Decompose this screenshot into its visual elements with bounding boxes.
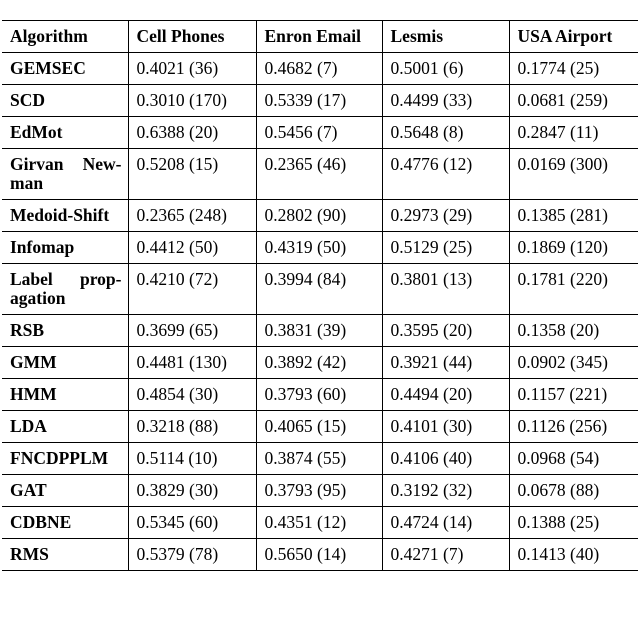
table-cell: 0.0968 (54) xyxy=(509,443,638,475)
table-cell: 0.5379 (78) xyxy=(128,539,256,571)
table-cell: 0.4481 (130) xyxy=(128,347,256,379)
table-cell: 0.5001 (6) xyxy=(382,53,509,85)
table-row xyxy=(2,539,638,571)
results-table xyxy=(2,20,638,571)
table-cell: 0.1781 (220) xyxy=(509,264,638,315)
table-cell: 0.4210 (72) xyxy=(128,264,256,315)
table-cell: 0.4682 (7) xyxy=(256,53,382,85)
algorithm-name: RMS xyxy=(10,544,49,564)
table-cell: 0.0169 (300) xyxy=(509,149,638,200)
table-cell: 0.5345 (60) xyxy=(128,507,256,539)
header-usa-airport: USA Airport xyxy=(509,21,638,53)
table-row xyxy=(2,264,638,315)
table-row xyxy=(2,411,638,443)
table-cell: 0.5114 (10) xyxy=(128,443,256,475)
table-cell: 0.4724 (14) xyxy=(382,507,509,539)
table-cell: 0.1388 (25) xyxy=(509,507,638,539)
table-row xyxy=(2,53,638,85)
table-cell: 0.4101 (30) xyxy=(382,411,509,443)
algorithm-name: CDBNE xyxy=(10,512,72,532)
table-cell: 0.4351 (12) xyxy=(256,507,382,539)
table-cell: 0.4319 (50) xyxy=(256,232,382,264)
table-cell: 0.0902 (345) xyxy=(509,347,638,379)
table-row xyxy=(2,347,638,379)
algorithm-name: EdMot xyxy=(10,122,63,142)
table-row xyxy=(2,443,638,475)
table-cell: 0.3829 (30) xyxy=(128,475,256,507)
table-row xyxy=(2,232,638,264)
algorithm-name: Girvan New-man xyxy=(10,154,122,193)
table-cell: 0.5208 (15) xyxy=(128,149,256,200)
header-lesmis: Lesmis xyxy=(382,21,509,53)
algorithm-name: HMM xyxy=(10,384,57,404)
table-cell: 0.0678 (88) xyxy=(509,475,638,507)
table-cell: 0.5648 (8) xyxy=(382,117,509,149)
table-row xyxy=(2,149,638,200)
header-algorithm: Algorithm xyxy=(10,26,88,46)
table-row xyxy=(2,379,638,411)
table-cell: 0.3892 (42) xyxy=(256,347,382,379)
algorithm-name: Medoid-Shift xyxy=(10,205,110,225)
table-cell: 0.3831 (39) xyxy=(256,315,382,347)
table-cell: 0.2847 (11) xyxy=(509,117,638,149)
table-cell: 0.5129 (25) xyxy=(382,232,509,264)
table-cell: 0.1774 (25) xyxy=(509,53,638,85)
table-row xyxy=(2,475,638,507)
header-row xyxy=(2,21,638,53)
table-cell: 0.4021 (36) xyxy=(128,53,256,85)
table-cell: 0.4412 (50) xyxy=(128,232,256,264)
table-cell: 0.3595 (20) xyxy=(382,315,509,347)
table-cell: 0.4499 (33) xyxy=(382,85,509,117)
table-cell: 0.3793 (60) xyxy=(256,379,382,411)
table-cell: 0.1413 (40) xyxy=(509,539,638,571)
table-cell: 0.1385 (281) xyxy=(509,200,638,232)
table-cell: 0.4854 (30) xyxy=(128,379,256,411)
table-cell: 0.1157 (221) xyxy=(509,379,638,411)
table-cell: 0.2802 (90) xyxy=(256,200,382,232)
table-cell: 0.5339 (17) xyxy=(256,85,382,117)
table-cell: 0.3801 (13) xyxy=(382,264,509,315)
table-cell: 0.4106 (40) xyxy=(382,443,509,475)
algorithm-name: LDA xyxy=(10,416,47,436)
table-cell: 0.4494 (20) xyxy=(382,379,509,411)
table-body xyxy=(2,53,638,571)
table-cell: 0.2365 (248) xyxy=(128,200,256,232)
table-cell: 0.3994 (84) xyxy=(256,264,382,315)
algorithm-name: GAT xyxy=(10,480,47,500)
table-cell: 0.2973 (29) xyxy=(382,200,509,232)
table-cell: 0.0681 (259) xyxy=(509,85,638,117)
table-cell: 0.3192 (32) xyxy=(382,475,509,507)
algorithm-name: RSB xyxy=(10,320,45,340)
table-row xyxy=(2,200,638,232)
table-cell: 0.3010 (170) xyxy=(128,85,256,117)
algorithm-name: GEMSEC xyxy=(10,58,86,78)
table-row xyxy=(2,85,638,117)
table-cell: 0.2365 (46) xyxy=(256,149,382,200)
algorithm-name: Label prop-agation xyxy=(10,269,122,308)
header-enron-email: Enron Email xyxy=(256,21,382,53)
table-cell: 0.4065 (15) xyxy=(256,411,382,443)
table-cell: 0.4271 (7) xyxy=(382,539,509,571)
table-row xyxy=(2,507,638,539)
table-row xyxy=(2,315,638,347)
table-cell: 0.1358 (20) xyxy=(509,315,638,347)
table-cell: 0.3218 (88) xyxy=(128,411,256,443)
table-cell: 0.5650 (14) xyxy=(256,539,382,571)
table-cell: 0.3874 (55) xyxy=(256,443,382,475)
table-cell: 0.3921 (44) xyxy=(382,347,509,379)
header-cell-phones: Cell Phones xyxy=(128,21,256,53)
table-header xyxy=(2,21,638,53)
table-cell: 0.4776 (12) xyxy=(382,149,509,200)
algorithm-name: SCD xyxy=(10,90,46,110)
algorithm-name: Infomap xyxy=(10,237,75,257)
table-row xyxy=(2,117,638,149)
table-cell: 0.5456 (7) xyxy=(256,117,382,149)
table-cell: 0.6388 (20) xyxy=(128,117,256,149)
table-cell: 0.1126 (256) xyxy=(509,411,638,443)
table-cell: 0.3793 (95) xyxy=(256,475,382,507)
algorithm-name: FNCDPPLM xyxy=(10,448,109,468)
algorithm-name: GMM xyxy=(10,352,57,372)
table-cell: 0.3699 (65) xyxy=(128,315,256,347)
table-cell: 0.1869 (120) xyxy=(509,232,638,264)
